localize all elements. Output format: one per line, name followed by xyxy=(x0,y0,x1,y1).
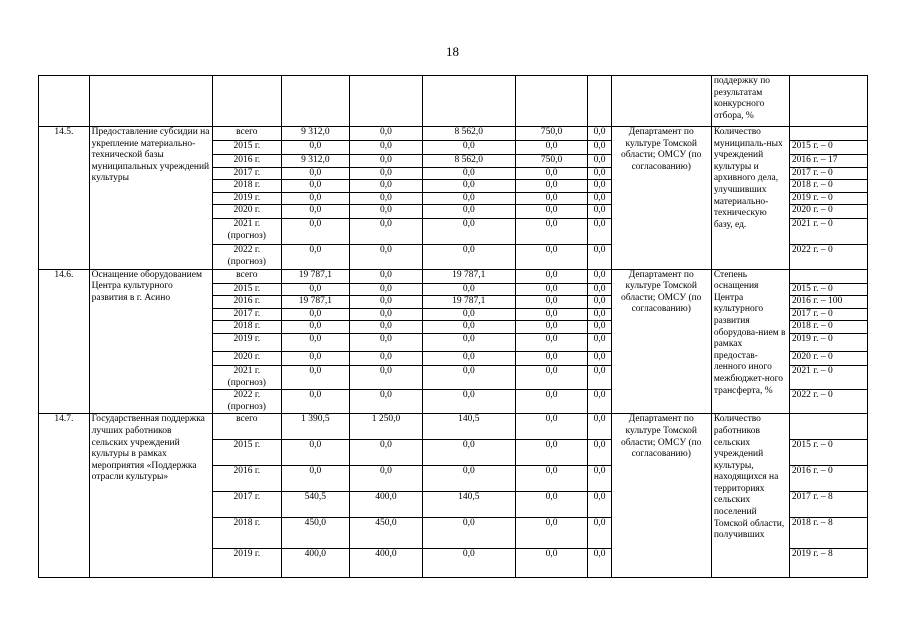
period-cell: 2015 г. xyxy=(213,440,282,466)
loc-cell: 750,0 xyxy=(515,155,588,168)
num-cell xyxy=(39,76,90,127)
loc-cell: 0,0 xyxy=(515,492,588,518)
ext-cell: 0,0 xyxy=(588,192,611,205)
reg-cell: 0,0 xyxy=(422,518,515,549)
fed-cell: 450,0 xyxy=(350,518,423,549)
reg-cell: 0,0 xyxy=(422,351,515,365)
reg-cell: 0,0 xyxy=(422,365,515,389)
ext-cell: 0,0 xyxy=(588,127,611,141)
fed-cell: 0,0 xyxy=(350,219,423,245)
period-cell: 2021 г. (прогноз) xyxy=(213,219,282,245)
reg-cell: 0,0 xyxy=(422,167,515,180)
total-cell: 1 390,5 xyxy=(281,414,350,440)
ext-cell: 0,0 xyxy=(588,180,611,193)
reg-cell: 8 562,0 xyxy=(422,155,515,168)
reg-cell: 0,0 xyxy=(422,308,515,321)
fed-cell: 0,0 xyxy=(350,167,423,180)
fed-cell: 0,0 xyxy=(350,365,423,389)
section-name: Государственная поддержка лучших работников сельских учреждений культуры в рамках мероприятия «Поддержка отрасли культуры» xyxy=(89,414,212,578)
ext-cell: 0,0 xyxy=(588,245,611,269)
target-cell: 2020 г. – 0 xyxy=(789,205,867,219)
ext-cell: 0,0 xyxy=(588,414,611,440)
target-cell: 2018 г. – 0 xyxy=(789,321,867,334)
fed-cell: 0,0 xyxy=(350,180,423,193)
period-cell: 2015 г. xyxy=(213,141,282,155)
fed-cell: 0,0 xyxy=(350,127,423,141)
loc-cell: 0,0 xyxy=(515,365,588,389)
loc-cell: 0,0 xyxy=(515,205,588,219)
table-body xyxy=(39,76,868,578)
target-cell xyxy=(789,76,867,127)
total-cell: 0,0 xyxy=(281,180,350,193)
ext-cell: 0,0 xyxy=(588,390,611,414)
fed-cell: 0,0 xyxy=(350,351,423,365)
total-cell: 0,0 xyxy=(281,167,350,180)
indicator-cell: поддержку по результатам конкурсного отбора, % xyxy=(711,76,789,127)
loc-cell: 0,0 xyxy=(515,414,588,440)
reg-cell: 0,0 xyxy=(422,440,515,466)
reg-cell: 0,0 xyxy=(422,245,515,269)
ext-cell: 0,0 xyxy=(588,308,611,321)
fed-cell: 0,0 xyxy=(350,155,423,168)
section-number: 14.7. xyxy=(39,414,90,578)
target-cell: 2021 г. – 0 xyxy=(789,365,867,389)
total-cell: 0,0 xyxy=(281,219,350,245)
reg-cell: 0,0 xyxy=(422,192,515,205)
reg-cell: 0,0 xyxy=(422,141,515,155)
target-cell: 2022 г. – 0 xyxy=(789,390,867,414)
target-cell: 2016 г. – 0 xyxy=(789,466,867,492)
period-cell: 2015 г. xyxy=(213,283,282,296)
reg-cell: 0,0 xyxy=(422,283,515,296)
ext-cell: 0,0 xyxy=(588,466,611,492)
period-cell: 2019 г. xyxy=(213,549,282,578)
total-cell xyxy=(281,76,350,127)
name-cell xyxy=(89,76,212,127)
fed-cell: 0,0 xyxy=(350,333,423,351)
loc-cell xyxy=(515,76,588,127)
reg-cell: 0,0 xyxy=(422,549,515,578)
program-table xyxy=(38,75,868,578)
reg-cell: 19 787,1 xyxy=(422,269,515,283)
fed-cell: 0,0 xyxy=(350,192,423,205)
loc-cell: 0,0 xyxy=(515,245,588,269)
period-cell: 2019 г. xyxy=(213,333,282,351)
reg-cell: 0,0 xyxy=(422,333,515,351)
period-cell: 2021 г. (прогноз) xyxy=(213,365,282,389)
reg-cell: 8 562,0 xyxy=(422,127,515,141)
fed-cell: 0,0 xyxy=(350,205,423,219)
reg-cell: 0,0 xyxy=(422,219,515,245)
target-cell xyxy=(789,127,867,141)
fed-cell: 0,0 xyxy=(350,141,423,155)
ext-cell: 0,0 xyxy=(588,167,611,180)
fed-cell xyxy=(350,76,423,127)
total-cell: 450,0 xyxy=(281,518,350,549)
fed-cell: 0,0 xyxy=(350,440,423,466)
total-cell: 0,0 xyxy=(281,283,350,296)
reg-cell: 19 787,1 xyxy=(422,296,515,309)
table-row xyxy=(39,76,868,127)
total-cell: 19 787,1 xyxy=(281,269,350,283)
reg-cell: 140,5 xyxy=(422,414,515,440)
target-cell: 2019 г. – 0 xyxy=(789,192,867,205)
ext-cell xyxy=(588,76,611,127)
ext-cell: 0,0 xyxy=(588,351,611,365)
executor-cell: Департамент по культуре Томской области; ОМСУ (по согласованию) xyxy=(611,414,711,578)
total-cell: 0,0 xyxy=(281,141,350,155)
loc-cell: 0,0 xyxy=(515,308,588,321)
target-cell: 2019 г. – 0 xyxy=(789,333,867,351)
loc-cell: 0,0 xyxy=(515,466,588,492)
ext-cell: 0,0 xyxy=(588,296,611,309)
period-cell xyxy=(213,76,282,127)
reg-cell: 0,0 xyxy=(422,205,515,219)
target-cell: 2020 г. – 0 xyxy=(789,351,867,365)
target-cell: 2021 г. – 0 xyxy=(789,219,867,245)
period-cell: 2018 г. xyxy=(213,518,282,549)
fed-cell: 1 250,0 xyxy=(350,414,423,440)
total-cell: 9 312,0 xyxy=(281,155,350,168)
period-cell: 2022 г. (прогноз) xyxy=(213,245,282,269)
fed-cell: 0,0 xyxy=(350,466,423,492)
target-cell: 2018 г. – 0 xyxy=(789,180,867,193)
section-number: 14.5. xyxy=(39,127,90,270)
period-cell: 2017 г. xyxy=(213,492,282,518)
reg-cell: 0,0 xyxy=(422,466,515,492)
fed-cell: 0,0 xyxy=(350,283,423,296)
loc-cell: 0,0 xyxy=(515,549,588,578)
executor-cell: Департамент по культуре Томской области; ОМСУ (по согласованию) xyxy=(611,269,711,414)
indicator-cell: Степень оснащения Центра культурного развития оборудова-нием в рамках предостав-ленного иного межбюджет-ного трансферта, % xyxy=(711,269,789,414)
loc-cell: 750,0 xyxy=(515,127,588,141)
section-name: Оснащение оборудованием Центра культурного развития в г. Асино xyxy=(89,269,212,414)
period-cell: всего xyxy=(213,127,282,141)
fed-cell: 0,0 xyxy=(350,308,423,321)
target-cell xyxy=(789,269,867,283)
ext-cell: 0,0 xyxy=(588,492,611,518)
target-cell: 2015 г. – 0 xyxy=(789,440,867,466)
loc-cell: 0,0 xyxy=(515,192,588,205)
ext-cell: 0,0 xyxy=(588,219,611,245)
reg-cell: 0,0 xyxy=(422,390,515,414)
loc-cell: 0,0 xyxy=(515,321,588,334)
reg-cell: 0,0 xyxy=(422,180,515,193)
fed-cell: 0,0 xyxy=(350,321,423,334)
loc-cell: 0,0 xyxy=(515,167,588,180)
total-cell: 0,0 xyxy=(281,205,350,219)
fed-cell: 0,0 xyxy=(350,245,423,269)
target-cell: 2017 г. – 8 xyxy=(789,492,867,518)
total-cell: 0,0 xyxy=(281,365,350,389)
target-cell: 2018 г. – 8 xyxy=(789,518,867,549)
target-cell xyxy=(789,414,867,440)
indicator-cell: Количество работников сельских учреждений культуры, находящихся на территориях сельских поселений Томской области, получивших xyxy=(711,414,789,578)
table-row xyxy=(39,127,868,141)
reg-cell: 140,5 xyxy=(422,492,515,518)
fed-cell: 0,0 xyxy=(350,390,423,414)
period-cell: всего xyxy=(213,269,282,283)
total-cell: 0,0 xyxy=(281,192,350,205)
total-cell: 0,0 xyxy=(281,390,350,414)
target-cell: 2019 г. – 8 xyxy=(789,549,867,578)
loc-cell: 0,0 xyxy=(515,390,588,414)
ext-cell: 0,0 xyxy=(588,283,611,296)
loc-cell: 0,0 xyxy=(515,180,588,193)
target-cell: 2017 г. – 0 xyxy=(789,167,867,180)
loc-cell: 0,0 xyxy=(515,141,588,155)
loc-cell: 0,0 xyxy=(515,333,588,351)
total-cell: 0,0 xyxy=(281,466,350,492)
page-number: 18 xyxy=(446,44,459,59)
total-cell: 0,0 xyxy=(281,333,350,351)
loc-cell: 0,0 xyxy=(515,269,588,283)
fed-cell: 0,0 xyxy=(350,296,423,309)
ext-cell: 0,0 xyxy=(588,440,611,466)
loc-cell: 0,0 xyxy=(515,296,588,309)
ext-cell: 0,0 xyxy=(588,205,611,219)
ext-cell: 0,0 xyxy=(588,333,611,351)
period-cell: 2017 г. xyxy=(213,167,282,180)
period-cell: 2018 г. xyxy=(213,321,282,334)
period-cell: 2022 г. (прогноз) xyxy=(213,390,282,414)
target-cell: 2016 г. – 17 xyxy=(789,155,867,168)
ext-cell: 0,0 xyxy=(588,269,611,283)
target-cell: 2015 г. – 0 xyxy=(789,283,867,296)
period-cell: всего xyxy=(213,414,282,440)
ext-cell: 0,0 xyxy=(588,321,611,334)
fed-cell: 0,0 xyxy=(350,269,423,283)
loc-cell: 0,0 xyxy=(515,440,588,466)
total-cell: 0,0 xyxy=(281,321,350,334)
period-cell: 2018 г. xyxy=(213,180,282,193)
section-number: 14.6. xyxy=(39,269,90,414)
ext-cell: 0,0 xyxy=(588,549,611,578)
period-cell: 2016 г. xyxy=(213,466,282,492)
target-cell: 2017 г. – 0 xyxy=(789,308,867,321)
loc-cell: 0,0 xyxy=(515,518,588,549)
total-cell: 0,0 xyxy=(281,440,350,466)
ext-cell: 0,0 xyxy=(588,155,611,168)
period-cell: 2020 г. xyxy=(213,351,282,365)
reg-cell xyxy=(422,76,515,127)
indicator-cell: Количество муниципаль-ных учреждений культуры и архивного дела, улучшивших материально-техническую базу, ед. xyxy=(711,127,789,270)
period-cell: 2016 г. xyxy=(213,296,282,309)
total-cell: 540,5 xyxy=(281,492,350,518)
total-cell: 400,0 xyxy=(281,549,350,578)
period-cell: 2016 г. xyxy=(213,155,282,168)
loc-cell: 0,0 xyxy=(515,351,588,365)
loc-cell: 0,0 xyxy=(515,219,588,245)
fed-cell: 400,0 xyxy=(350,492,423,518)
executor-cell xyxy=(611,76,711,127)
section-name: Предоставление субсидии на укрепление материально-технической базы муниципальных учреждений культуры xyxy=(89,127,212,270)
ext-cell: 0,0 xyxy=(588,518,611,549)
table-row xyxy=(39,269,868,283)
reg-cell: 0,0 xyxy=(422,321,515,334)
ext-cell: 0,0 xyxy=(588,141,611,155)
period-cell: 2019 г. xyxy=(213,192,282,205)
target-cell: 2016 г. – 100 xyxy=(789,296,867,309)
loc-cell: 0,0 xyxy=(515,283,588,296)
period-cell: 2017 г. xyxy=(213,308,282,321)
target-cell: 2015 г. – 0 xyxy=(789,141,867,155)
executor-cell: Департамент по культуре Томской области; ОМСУ (по согласованию) xyxy=(611,127,711,270)
period-cell: 2020 г. xyxy=(213,205,282,219)
total-cell: 0,0 xyxy=(281,245,350,269)
total-cell: 9 312,0 xyxy=(281,127,350,141)
total-cell: 19 787,1 xyxy=(281,296,350,309)
fed-cell: 400,0 xyxy=(350,549,423,578)
total-cell: 0,0 xyxy=(281,351,350,365)
table-row xyxy=(39,414,868,440)
ext-cell: 0,0 xyxy=(588,365,611,389)
total-cell: 0,0 xyxy=(281,308,350,321)
target-cell: 2022 г. – 0 xyxy=(789,245,867,269)
